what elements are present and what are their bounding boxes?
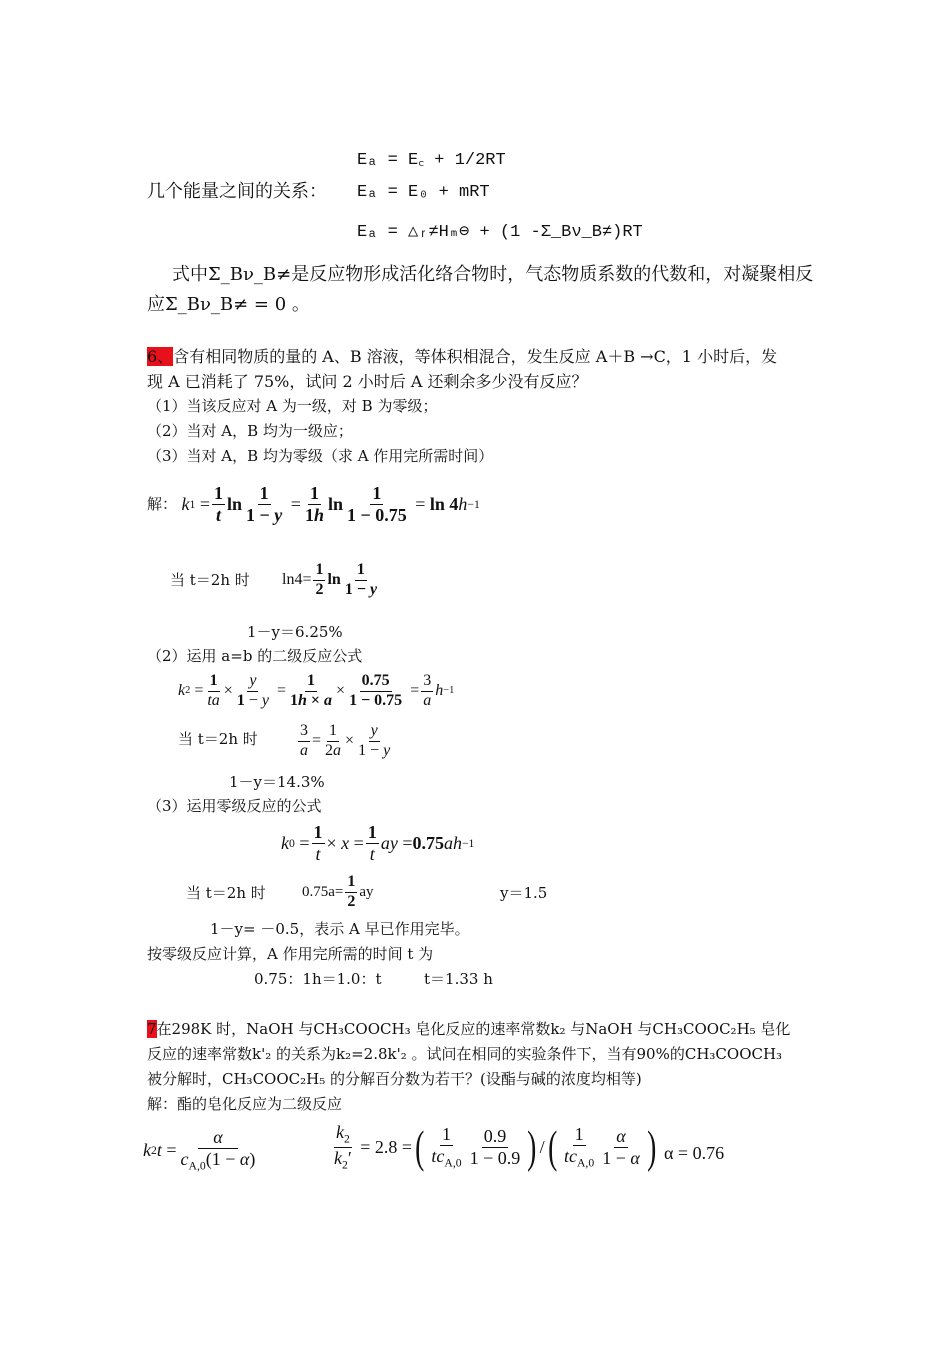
q6-eq3-right: ay xyxy=(359,883,374,900)
energy-eq-1: Eₐ = E꜀ + 1/2RT xyxy=(357,151,506,170)
energy-note-line1: 式中Σ_Bν_B≠是反应物形成活化络合物时，气态物质系数的代数和，对凝聚相反 xyxy=(172,264,814,285)
q7-equation-1: k 2 t = $\frac{\alpha}{c_{A,0}(1 - \alpha)}$ xyxy=(143,1127,256,1173)
q6-k1-equation: 解： k 1 = $\frac{1}{t}$ ln $\frac{1}{1 - y}$ = $\frac{1}{1h}$ ln $\frac{1}{1 - 0.75}$ = ln 4 h −1 xyxy=(147,483,480,525)
q6-when-2h-b: 当 t＝2h 时 xyxy=(178,730,258,748)
q7-statement-text: 在298K 时，NaOH 与CH₃COOCH₃ 皂化反应的速率常数k₂ 与NaOH 与CH₃COOC₂H₅ 皂化 xyxy=(156,1020,791,1038)
q6-number: 6、 xyxy=(147,347,174,366)
q6-item-2: （2）当对 A，B 均为一级应； xyxy=(147,422,353,440)
q6-k0-2h-equation: 0.75a= $\frac{1}{2}$ ay xyxy=(302,873,374,910)
q6-part-3: （3）运用零级反应的公式 xyxy=(147,797,322,815)
q6-k0-equation: k 0 = $\frac{1}{t}$ × x = $\frac{1}{t}$ ay = 0.75 ah −1 xyxy=(281,822,475,864)
q7-alpha-result: α = 0.76 xyxy=(664,1143,725,1163)
q6-result-2: 1－y＝14.3% xyxy=(229,773,325,791)
q6-t-value: t＝1.33 h xyxy=(424,970,493,988)
q6-k2-2h-equation: $\frac{3}{a}$ = $\frac{1}{2a}$ × $\frac{y}{1 - y}$ xyxy=(300,722,391,759)
q6-ratio: 0.75：1h＝1.0：t xyxy=(254,970,382,988)
q7-number: 7 xyxy=(147,1020,157,1038)
q7-statement-line1 xyxy=(147,1022,790,1037)
q6-eq3-left: 0.75a= xyxy=(302,883,344,900)
q6-part-2: （2）运用 a=b 的二级反应公式 xyxy=(147,647,363,665)
q6-k2-equation: k 2 = $\frac{1}{ta}$ × $\frac{y}{1 - y}$ = $\frac{1}{1h \times a}$ × $\frac{0.75}{1 - 0.75}$ = $\frac{3}{a}$ h −1 xyxy=(178,672,455,709)
q6-y-value: y＝1.5 xyxy=(500,884,548,902)
energy-note-line2: 应Σ_Bν_B≠ = 0 。 xyxy=(147,294,310,315)
energy-eq-3: Eₐ = △ᵣ≠Hₘ⊖ + (1 -Σ_Bν_B≠)RT xyxy=(357,223,643,242)
q6-statement-line1 xyxy=(147,349,777,365)
q6-zero-order-calc: 按零级反应计算，A 作用完所需的时间 t 为 xyxy=(147,945,434,963)
q6-solution-prefix: 解： xyxy=(147,494,178,513)
q6-statement-text: 含有相同物质的量的 A、B 溶液，等体积相混合，发生反应 A＋B →C，1 小时后，发 xyxy=(173,347,778,366)
q6-result-1: 1－y＝6.25% xyxy=(247,623,343,641)
energy-relations-label: 几个能量之间的关系： xyxy=(147,181,327,202)
q7-solution-intro: 解：酯的皂化反应为二级反应 xyxy=(147,1095,343,1113)
q6-item-3: （3）当对 A，B 均为零级（求 A 作用完所需时间） xyxy=(147,447,494,465)
q7-statement-line2: 反应的速率常数k'₂ 的关系为k₂=2.8k'₂ 。试问在相同的实验条件下，当有90%的CH₃COOCH₃ xyxy=(147,1045,783,1063)
q7-equation-2: $\frac{k_2}{k_2'}$ = 2.8 = ( $\frac{1}{tc_{A,0}}$ $\frac{0.9}{1 - 0.9}$ ) / ( $\frac{1}{tc_{A,0}}$ $\frac{\alpha}{1 - \alpha}$ ) xyxy=(334,1121,657,1173)
q6-item-1: （1）当该反应对 A 为一级，对 B 为零级； xyxy=(147,397,438,415)
energy-eq-2: Eₐ = E₀ + mRT xyxy=(357,183,490,202)
q6-when-2h-c: 当 t＝2h 时 xyxy=(186,884,266,902)
q6-when-2h-a: 当 t＝2h 时 xyxy=(170,571,250,589)
q6-statement-line2: 现 A 已消耗了 75%，试问 2 小时后 A 还剩余多少没有反应？ xyxy=(147,372,588,391)
q7-statement-line3: 被分解时，CH₃COOC₂H₅ 的分解百分数为若干？(设酯与碱的浓度均相等) xyxy=(147,1070,642,1088)
q6-ln4-equation: ln4= $\frac{1}{2}$ ln $\frac{1}{1 - y}$ xyxy=(282,561,378,598)
q6-result-3: 1－y= －0.5，表示 A 早已作用完毕。 xyxy=(210,920,470,938)
